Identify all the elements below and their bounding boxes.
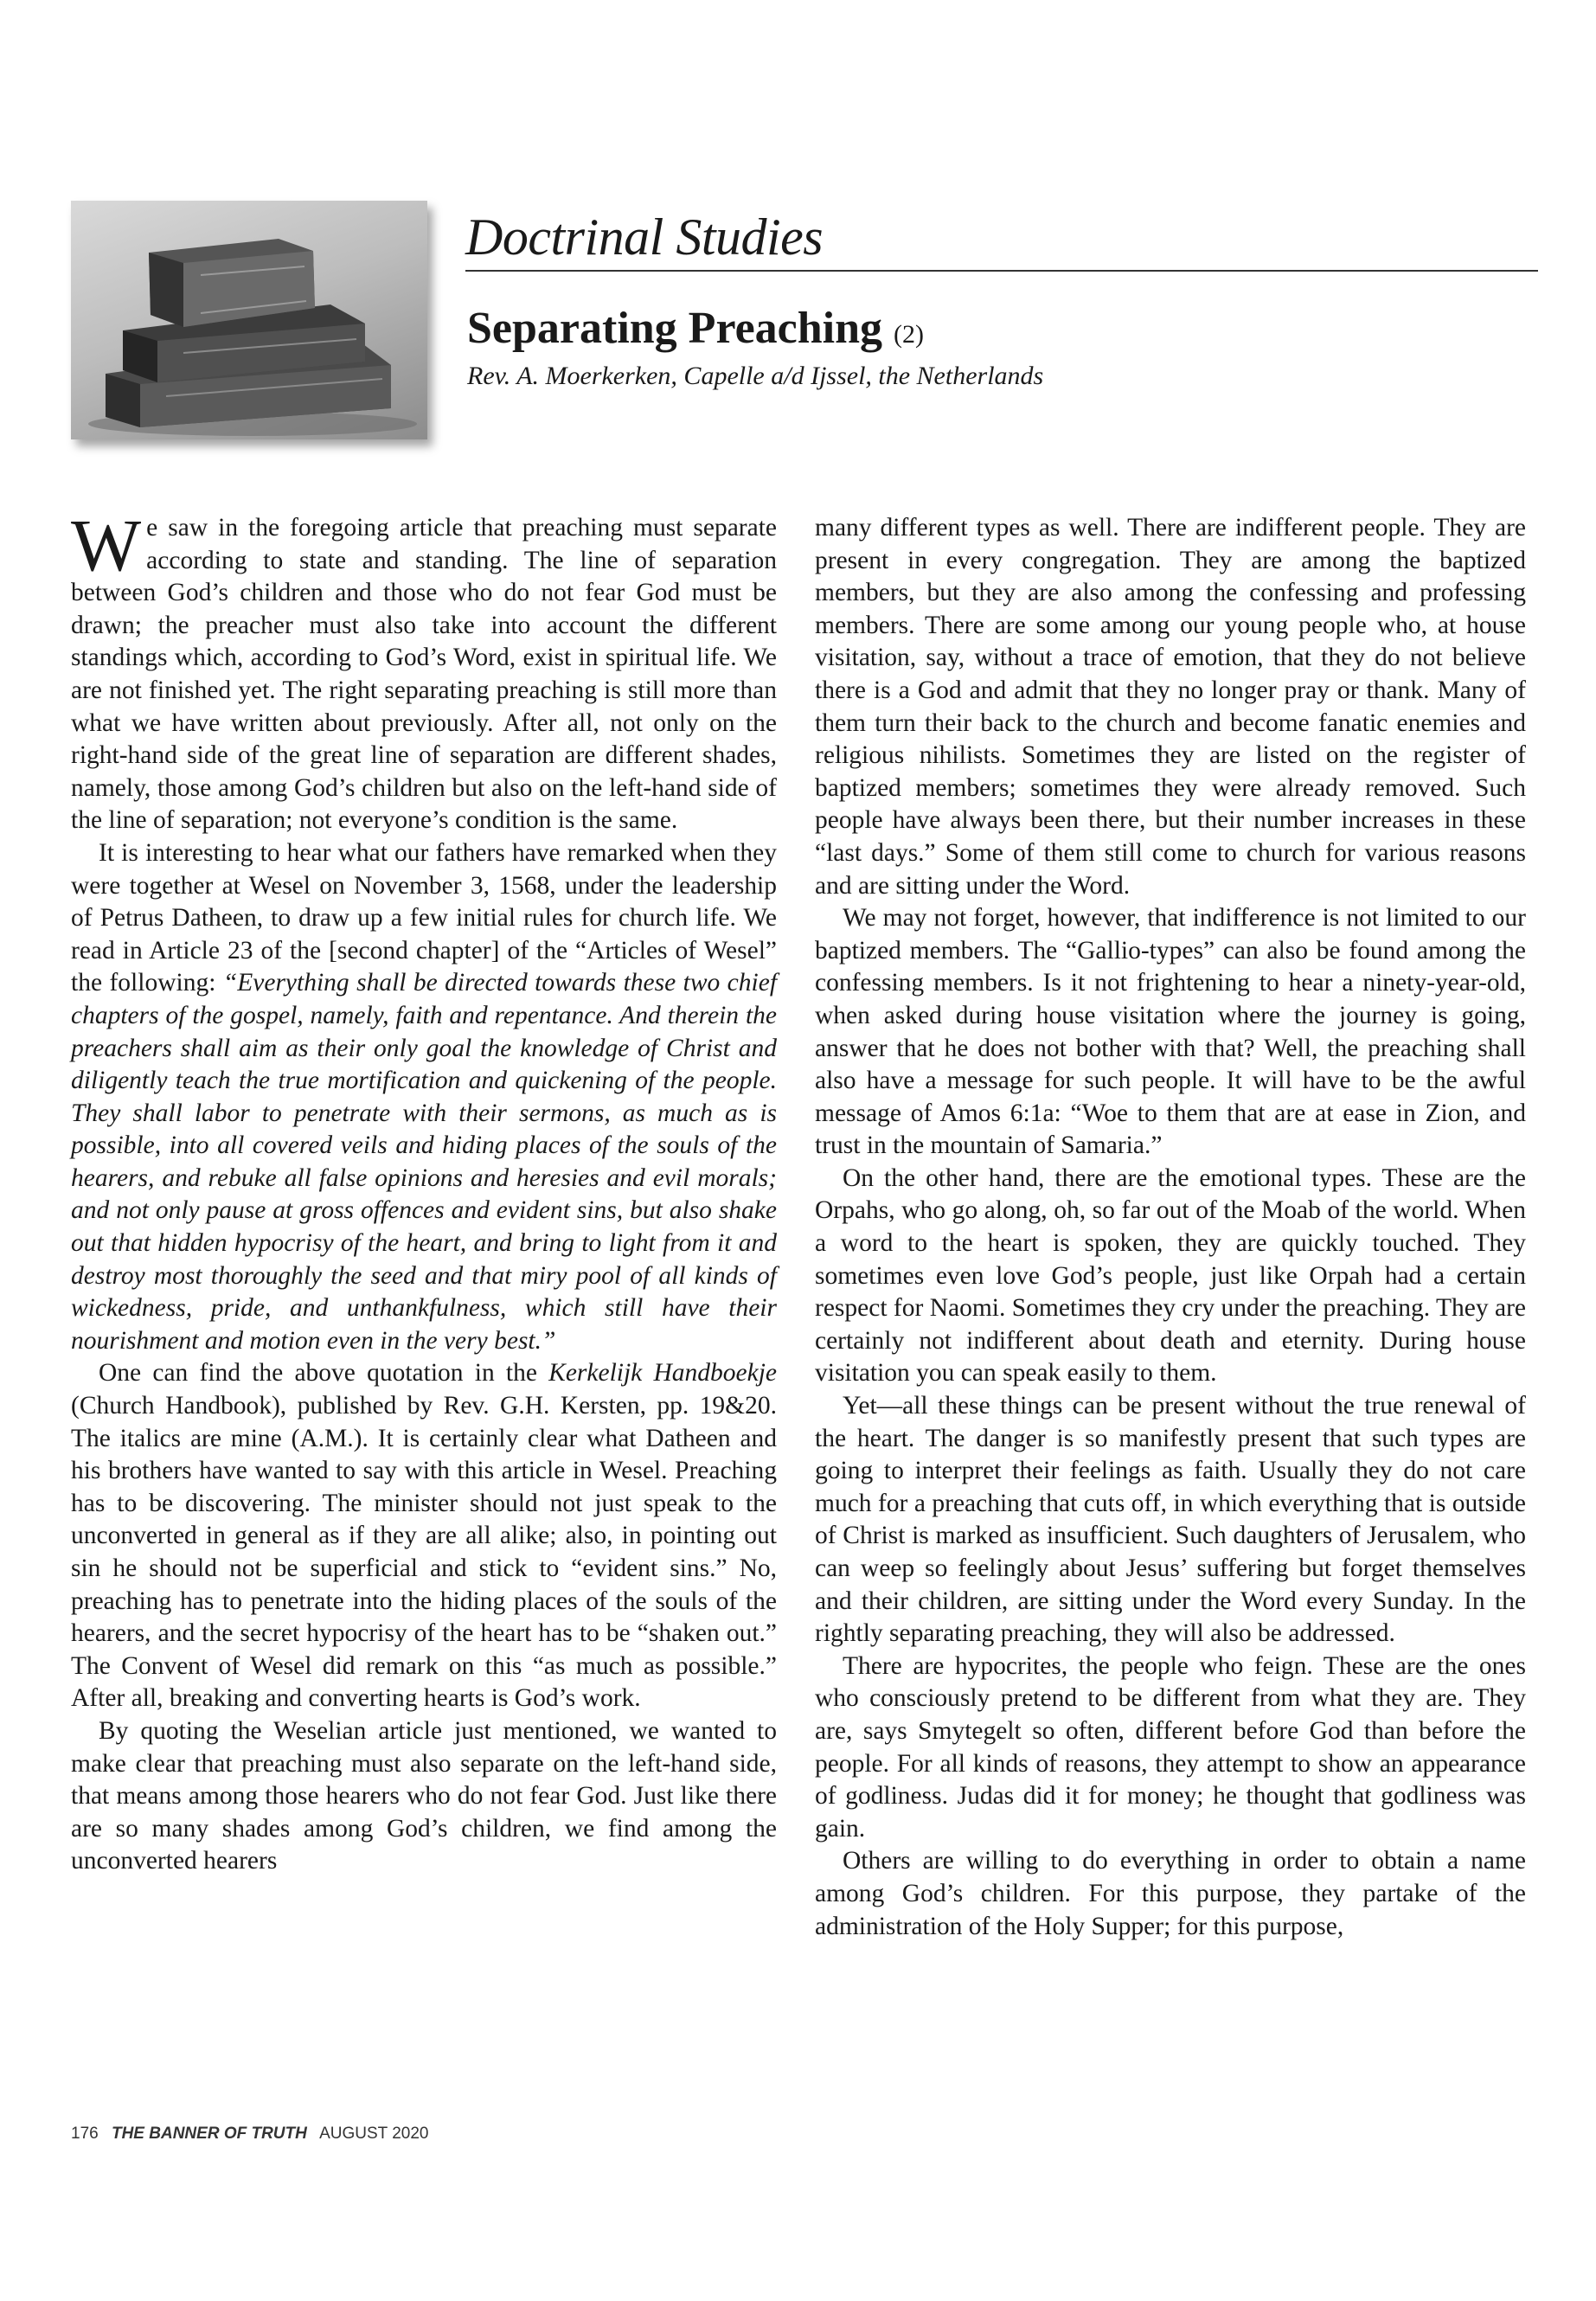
paragraph-4: By quoting the Weselian article just mentioned, we wanted to make clear that preaching must also separate on the left-hand side, that means among those hearers who do not fear God. Just like there are so many shades among God’s children, we find among the unconverted hearers (71, 1716, 777, 1875)
section-title: Doctrinal Studies (465, 208, 824, 266)
paragraph-2 (71, 837, 777, 1358)
issue-date: AUGUST 2020 (319, 2125, 429, 2143)
handbook-title: Kerkelijk Handboekje (548, 1359, 777, 1388)
page-footer (71, 2125, 438, 2144)
paragraph-2-text: It is interesting to hear what our fathers have remarked when they were together at Wesel on November 3, 1568, under the leadership of Petrus Datheen, to draw up a few initial rules for church life. We read in Article 23 of the [second chapter] of the “Articles of Wesel” the following: (71, 838, 777, 997)
paragraph-10: Others are willing to do everything in order to obtain a name among God’s children. For this purpose, they partake of the administration of the Holy Supper; for this purpose, (815, 1847, 1526, 1940)
paragraph-1 (71, 503, 777, 837)
article-part: (2) (894, 320, 925, 349)
paragraph-3 (71, 1357, 777, 1715)
paragraph-3-text-a: One can find the above quotation in the (99, 1359, 549, 1388)
paragraph-8: Yet—all these things can be present without the true renewal of the heart. The danger is so manifestly present that such types are going to interpret their feelings as faith. Usually they do not care much for a preaching that cuts off, in which everything that is outside of Christ is marked as insufficient. Such daughters of Jerusalem, who can weep so feelingly about Jesus’ suffering but forget themselves and their children, are sitting under the Word every Sunday. In the rightly separating preaching, they will also be addressed. (815, 1392, 1526, 1648)
paragraph-7: On the other hand, there are the emotional types. These are the Orpahs, who go along, oh, so far out of the Moab of the world. When a word to the heart is spoken, they are quickly touched. They sometimes even love God’s people, just like Orpah had a certain respect for Naomi. Sometimes they cry under the preaching. They are certainly not indifferent about death and eternity. During house visitation you can speak easily to them. (815, 1163, 1526, 1388)
paragraph-5: many different types as well. There are indifferent people. They are present in every congregation. They are among the baptized members, but they are also among the confessing and professing members. There are some among our young people who, at house visitation, say, without a trace of emotion, that they do not believe there is a God and admit that they no longer pray or thank. Many of them turn their back to the church and become fanatic enemies and religious nihilists. Sometimes they are listed on the register of baptized members; sometimes they were already removed. Such people have always been there, but their number increases in these “last days.” Some of them still come to church for various reasons and are sitting under the Word. (815, 514, 1526, 900)
drop-cap: W (71, 503, 142, 586)
paragraph-9: There are hypocrites, the people who feign. These are the ones who consciously pretend to be different from what they are. They are, says Smytegelt so often, different before God than before the people. For all kinds of reasons, they attempt to show an appearance of godliness. Judas did it for money; he thought that godliness was gain. (815, 1651, 1526, 1843)
article-title (467, 303, 924, 354)
stacked-books-icon (71, 201, 427, 439)
paragraph-6: We may not forget, however, that indifference is not limited to our baptized members. The “Gallio-types” can also be found among the confessing members. Is it not frightening to hear a ninety-year-old, when asked during house visitation where the journey is going, answer that he does not bother with that? Well, the preaching shall also have a message for such people. It will have to be the awful message of Amos 6:1a: “Woe to them that are at ease in Zion, and trust in the mountain of Samaria.” (815, 904, 1526, 1160)
paragraph-1-text: e saw in the foregoing article that preaching must separate according to state and standing. The line of separation between God’s children and those who do not fear God must be drawn; the preacher must also take into account the different standings which, according to God’s Word, exist in spiritual life. We are not finished yet. The right separating preaching is still more than what we have written about previously. After all, not only on the right-hand side of the great line of separation are different shades, namely, those among God’s children but also on the left-hand side of the line of separation; not everyone’s condition is the same. (71, 514, 777, 835)
paragraph-3-text-b: (Church Handbook), published by Rev. G.H. Kersten, pp. 19&20. The italics are mine (A.M.). It is certainly clear what Datheen and his brothers have wanted to say with this article in Wesel. Preaching has to be discovering. The minister should not just speak to the unconverted in general as if they are all alike; also, in pointing out sin he should not be superficial and stick to “evident sins.” No, preaching has to penetrate into the hiding places of the souls of the hearers, and the secret hypocrisy of the heart has to be “shaken out.” The Convent of Wesel did remark on this “as much as possible.” After all, breaking and converting hearts is God’s work. (71, 1392, 777, 1713)
byline: Rev. A. Moerkerken, Capelle a/d Ijssel, the Netherlands (467, 362, 1044, 390)
books-photo (71, 201, 427, 439)
publication-name: THE BANNER OF TRUTH (111, 2125, 307, 2143)
title-rule (465, 270, 1538, 272)
right-column (815, 512, 1526, 1943)
wesel-quotation: “Everything shall be directed towards these two chief chapters of the gospel, namely, faith and repentance. And therein the preachers shall aim as their only goal the knowledge of Christ and diligently teach the true mortification and quickening of the people. They shall labor to penetrate with their sermons, as much as is possible, into all covered veils and hiding places of the souls of the hearers, and rebuke all false opinions and heresies and evil morals; and not only pause at gross offences and evident sins, but also shake out that hidden hypocrisy of the heart, and bring to light from it and destroy most thoroughly the seed and that miry pool of all kinds of wickedness, pride, and unthankfulness, which still have their nourishment and motion even in the very best.” (71, 969, 778, 1355)
article-title-text: Separating Preaching (467, 304, 883, 353)
page-number: 176 (71, 2125, 99, 2143)
left-column (71, 503, 778, 1878)
